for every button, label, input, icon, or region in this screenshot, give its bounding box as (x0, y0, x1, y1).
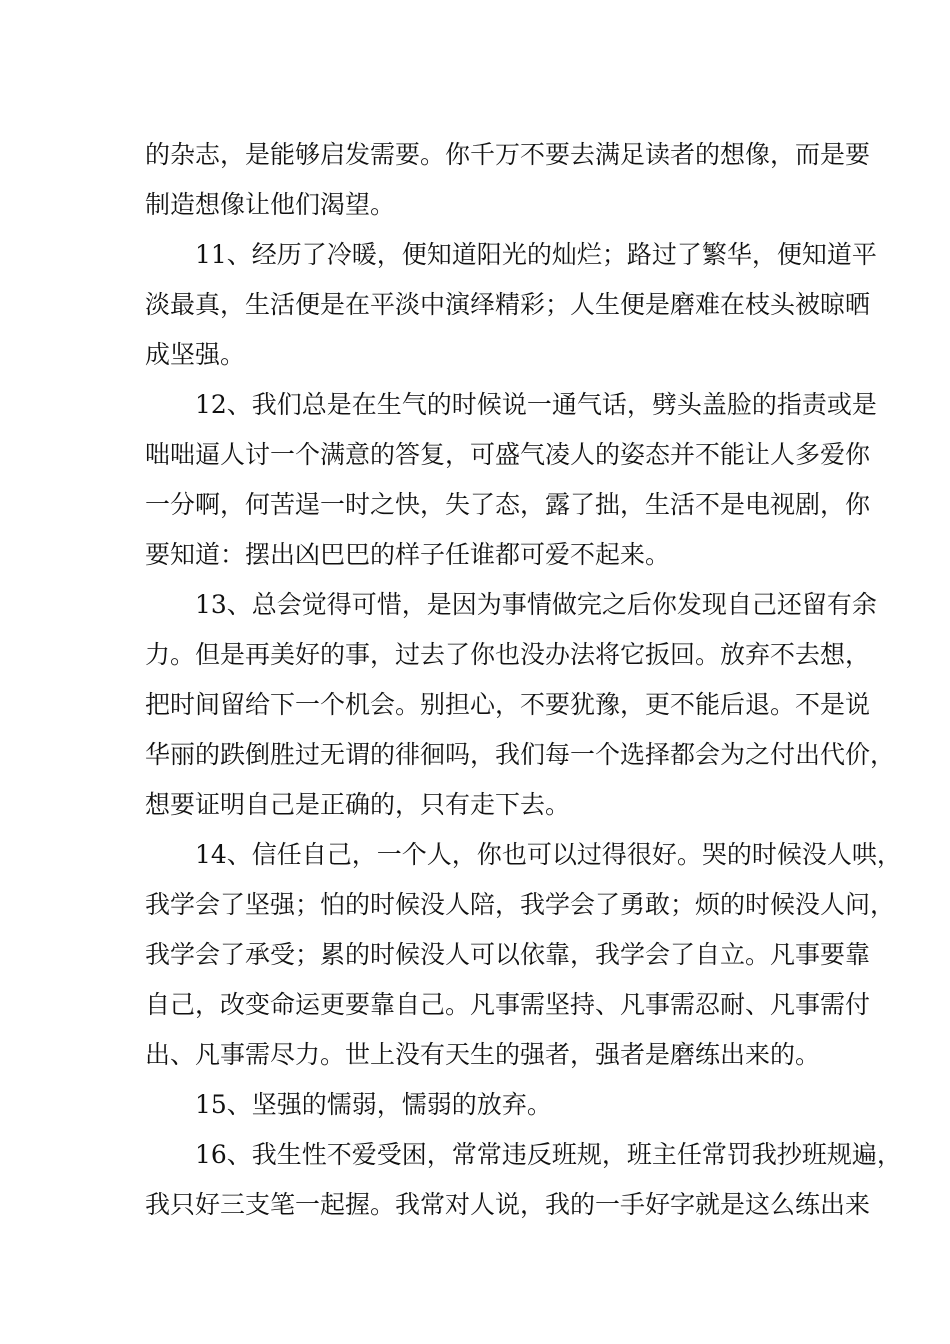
body-text (145, 130, 902, 1230)
text-line: 我学会了承受；累的时候没人可以依靠，我学会了自立。凡事要靠 (145, 940, 871, 969)
text-line: 把时间留给下一个机会。别担心，不要犹豫，更不能后退。不是说 (145, 690, 871, 719)
text-line: 11、经历了冷暖，便知道阳光的灿烂；路过了繁华，便知道平 (195, 240, 877, 269)
text-line: 华丽的跌倒胜过无谓的徘徊吗，我们每一个选择都会为之付出代价， (145, 740, 896, 769)
text-line: 淡最真，生活便是在平淡中演绎精彩；人生便是磨难在枝头被晾晒 (145, 290, 871, 319)
text-line: 力。但是再美好的事，过去了你也没办法将它扳回。放弃不去想， (145, 640, 871, 669)
text-line: 咄咄逼人讨一个满意的答复，可盛气凌人的姿态并不能让人多爱你 (145, 440, 871, 469)
text-line: 自己，改变命运更要靠自己。凡事需坚持、凡事需忍耐、凡事需付 (145, 990, 871, 1019)
text-line: 一分啊，何苦逞一时之快，失了态，露了拙，生活不是电视剧，你 (145, 490, 871, 519)
text-line: 15、坚强的懦弱，懦弱的放弃。 (195, 1090, 552, 1119)
text-line: 14、信任自己，一个人，你也可以过得很好。哭的时候没人哄， (195, 840, 902, 869)
text-line: 我学会了坚强；怕的时候没人陪，我学会了勇敢；烦的时候没人问， (145, 890, 896, 919)
text-line: 成坚强。 (145, 340, 246, 369)
text-line: 出、凡事需尽力。世上没有天生的强者，强者是磨练出来的。 (145, 1040, 821, 1069)
text-line: 13、总会觉得可惜，是因为事情做完之后你发现自己还留有余 (195, 590, 877, 619)
text-line: 想要证明自己是正确的，只有走下去。 (145, 790, 571, 819)
text-line: 要知道：摆出凶巴巴的样子任谁都可爱不起来。 (145, 540, 671, 569)
text-line: 16、我生性不爱受困，常常违反班规，班主任常罚我抄班规遍， (195, 1140, 902, 1169)
text-line: 12、我们总是在生气的时候说一通气话，劈头盖脸的指责或是 (195, 390, 877, 419)
text-line: 我只好三支笔一起握。我常对人说，我的一手好字就是这么练出来 (145, 1190, 871, 1219)
text-line: 制造想像让他们渴望。 (145, 190, 396, 219)
text-line: 的杂志，是能够启发需要。你千万不要去满足读者的想像，而是要 (145, 140, 871, 169)
